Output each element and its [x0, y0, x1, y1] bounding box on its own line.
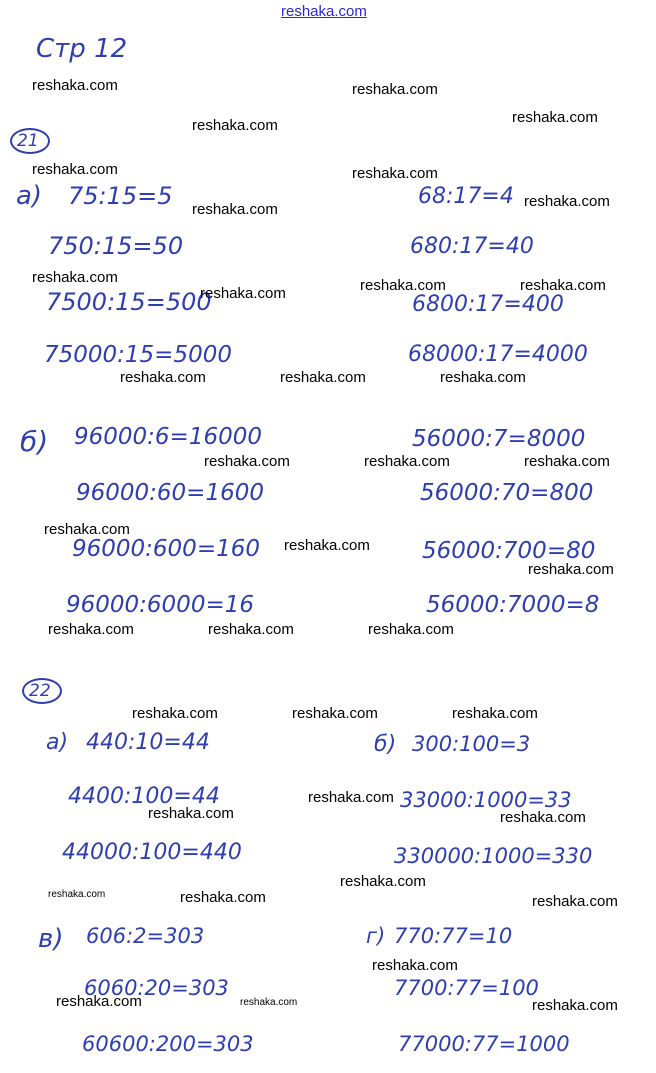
watermark: reshaka.com — [32, 77, 118, 94]
watermark: reshaka.com — [192, 117, 278, 134]
equation: 680:17=40 — [410, 234, 534, 259]
equation: 68:17=4 — [418, 184, 514, 209]
task-21-part-a-label: а) — [16, 181, 43, 211]
watermark: reshaka.com — [240, 997, 298, 1008]
task-22-part-g-label: г) — [366, 924, 386, 948]
equation: 77000:77=1000 — [398, 1032, 570, 1056]
watermark-top[interactable]: reshaka.com — [281, 3, 367, 20]
equation: 750:15=50 — [48, 232, 184, 260]
watermark: reshaka.com — [500, 809, 586, 826]
equation: 7700:77=100 — [394, 976, 539, 1000]
task-22-part-b-label: б) — [374, 732, 397, 757]
watermark: reshaka.com — [48, 621, 134, 638]
equation: 96000:600=160 — [72, 536, 260, 562]
watermark: reshaka.com — [340, 873, 426, 890]
equation: 300:100=3 — [412, 732, 531, 756]
watermark: reshaka.com — [368, 621, 454, 638]
equation: 75000:15=5000 — [44, 342, 232, 368]
watermark: reshaka.com — [148, 805, 234, 822]
watermark: reshaka.com — [360, 277, 446, 294]
equation: 96000:60=1600 — [76, 480, 264, 506]
equation: 68000:17=4000 — [408, 342, 588, 367]
watermark: reshaka.com — [44, 521, 130, 538]
watermark: reshaka.com — [32, 161, 118, 178]
equation: 7500:15=500 — [46, 288, 212, 316]
equation: 330000:1000=330 — [394, 844, 593, 868]
equation: 770:77=10 — [394, 924, 513, 948]
watermark: reshaka.com — [532, 997, 618, 1014]
equation: 6060:20=303 — [84, 976, 229, 1000]
watermark: reshaka.com — [208, 621, 294, 638]
task-22-number-text: 22 — [29, 681, 51, 701]
watermark: reshaka.com — [524, 453, 610, 470]
equation: 96000:6=16000 — [74, 424, 262, 450]
watermark: reshaka.com — [440, 369, 526, 386]
equation: 606:2=303 — [86, 924, 205, 948]
watermark: reshaka.com — [32, 269, 118, 286]
equation: 4400:100=44 — [68, 784, 220, 809]
watermark: reshaka.com — [132, 705, 218, 722]
task-22-part-a-label: а) — [46, 730, 69, 755]
watermark: reshaka.com — [512, 109, 598, 126]
task-22-part-v-label: в) — [38, 924, 64, 954]
task-21-part-b-label: б) — [20, 425, 49, 458]
watermark: reshaka.com — [352, 81, 438, 98]
equation: 56000:7=8000 — [412, 426, 586, 452]
equation: 75:15=5 — [68, 182, 173, 210]
watermark: reshaka.com — [520, 277, 606, 294]
equation: 56000:7000=8 — [426, 592, 600, 618]
task-21-number-text: 21 — [17, 131, 39, 151]
task-22-number — [22, 678, 62, 704]
equation: 56000:70=800 — [420, 480, 594, 506]
watermark: reshaka.com — [56, 993, 142, 1010]
equation: 96000:6000=16 — [66, 592, 254, 618]
watermark: reshaka.com — [364, 453, 450, 470]
equation: 56000:700=80 — [422, 538, 596, 564]
watermark: reshaka.com — [524, 193, 610, 210]
equation: 44000:100=440 — [62, 840, 242, 865]
equation: 60600:200=303 — [82, 1032, 254, 1056]
watermark: reshaka.com — [292, 705, 378, 722]
watermark: reshaka.com — [204, 453, 290, 470]
watermark: reshaka.com — [308, 789, 394, 806]
equation: 6800:17=400 — [412, 292, 564, 317]
equation: 440:10=44 — [86, 730, 210, 755]
watermark: reshaka.com — [192, 201, 278, 218]
equation: 33000:1000=33 — [400, 788, 572, 812]
watermark: reshaka.com — [528, 561, 614, 578]
watermark: reshaka.com — [452, 705, 538, 722]
watermark: reshaka.com — [280, 369, 366, 386]
watermark: reshaka.com — [200, 285, 286, 302]
task-21-number — [10, 128, 50, 154]
watermark: reshaka.com — [180, 889, 266, 906]
watermark: reshaka.com — [284, 537, 370, 554]
watermark: reshaka.com — [352, 165, 438, 182]
watermark: reshaka.com — [120, 369, 206, 386]
watermark: reshaka.com — [532, 893, 618, 910]
watermark: reshaka.com — [48, 889, 106, 900]
watermark: reshaka.com — [372, 957, 458, 974]
page-heading: Стр 12 — [36, 34, 128, 64]
